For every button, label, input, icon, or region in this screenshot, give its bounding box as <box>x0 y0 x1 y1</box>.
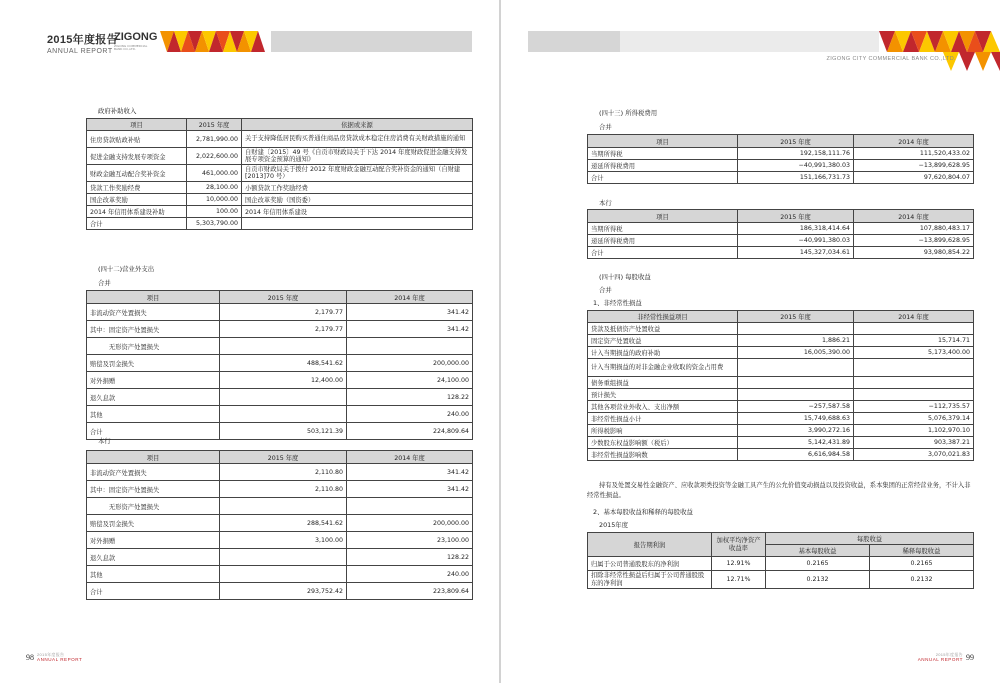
s42m-y2014: 224,809.64 <box>347 423 473 440</box>
s42m-item: 退久息款 <box>87 389 220 406</box>
nr-y2014: 1,102,970.10 <box>854 425 974 437</box>
s42m-row <box>87 372 473 389</box>
s42m-y2014: 341.42 <box>347 304 473 321</box>
gov-item: 2014 年信用体系建设补助 <box>87 206 187 218</box>
s42m-y2015 <box>220 389 347 406</box>
s42m-y2014: 24,100.00 <box>347 372 473 389</box>
taxm-y2014: 97,620,804.07 <box>854 172 974 184</box>
taxb-header-2014: 2014 年度 <box>854 210 974 223</box>
s42m-item: 赔偿及罚金损失 <box>87 355 220 372</box>
s42m-item: 对外捐赠 <box>87 372 220 389</box>
gov-header-basis: 依据或来源 <box>242 119 473 131</box>
s42b-y2014: 223,809.64 <box>347 583 473 600</box>
report-logo <box>47 31 157 55</box>
logo-year-title: 2015年度报告 <box>47 34 118 46</box>
s42m-y2014 <box>347 338 473 355</box>
gov-basis: 关于支持降低居民购买普通住商品房贷款成本稳定住房消费有关财政措施的通知 <box>242 131 473 148</box>
s44-title: (四十四) 每股收益 <box>599 273 651 281</box>
taxm-item: 递延所得税费用 <box>588 160 738 172</box>
s42m-header-2015: 2015 年度 <box>220 291 347 304</box>
nr-item: 计入当期损益的对非金融企业收取的资金占用费 <box>588 359 738 377</box>
taxm-y2014: 111,520,433.02 <box>854 148 974 160</box>
taxb-y2015: −40,991,380.03 <box>738 235 854 247</box>
taxb-y2014: 93,980,854.22 <box>854 247 974 259</box>
nr-y2015: 5,142,431.89 <box>738 437 854 449</box>
nr-y2014: 903,387.21 <box>854 437 974 449</box>
nr-item: 非经常性损益影响数 <box>588 449 738 461</box>
s42m-row <box>87 355 473 372</box>
header-bar <box>271 31 472 52</box>
taxm-y2015: 192,158,111.76 <box>738 148 854 160</box>
s42b-y2015 <box>220 498 347 515</box>
nr-y2015: −257,587.58 <box>738 401 854 413</box>
gov-amount: 28,100.00 <box>187 182 242 194</box>
s42m-y2015: 488,541.62 <box>220 355 347 372</box>
nr-item: 债务重组损益 <box>588 377 738 389</box>
s42m-row <box>87 389 473 406</box>
s42m-y2015 <box>220 338 347 355</box>
non-recurring-table <box>587 310 974 461</box>
gov-row <box>87 218 473 230</box>
nr-row <box>588 359 974 377</box>
s42b-y2015: 288,541.62 <box>220 515 347 532</box>
s42b-row <box>87 515 473 532</box>
s42b-y2014: 23,100.00 <box>347 532 473 549</box>
s42b-item: 合计 <box>87 583 220 600</box>
s42m-y2015 <box>220 406 347 423</box>
s42b-item: 对外捐赠 <box>87 532 220 549</box>
s42b-header-2014: 2014 年度 <box>347 451 473 464</box>
s42b-row <box>87 498 473 515</box>
logo-annual: ANNUAL REPORT <box>47 48 113 55</box>
s42m-row <box>87 423 473 440</box>
nr-item: 计入当期损益的政府补助 <box>588 347 738 359</box>
gov-row <box>87 148 473 165</box>
nr-y2014 <box>854 377 974 389</box>
gov-basis: 小额贷款工作奖励经费 <box>242 182 473 194</box>
nr-y2014 <box>854 389 974 401</box>
nr-item: 少数股东权益影响额（税后） <box>588 437 738 449</box>
s42m-y2014: 200,000.00 <box>347 355 473 372</box>
nr-item: 非经常性损益小计 <box>588 413 738 425</box>
s44-sub2: 2、基本每股收益和稀释的每股收益 <box>593 508 693 516</box>
s42b-item: 其中：固定资产处置损失 <box>87 481 220 498</box>
gov-row <box>87 182 473 194</box>
s42b-y2015: 2,110.80 <box>220 481 347 498</box>
s42m-y2014: 128.22 <box>347 389 473 406</box>
s42m-row <box>87 304 473 321</box>
s42b-y2015 <box>220 549 347 566</box>
s42m-item: 其他 <box>87 406 220 423</box>
tax-bank-table <box>587 209 974 259</box>
taxm-item: 合计 <box>588 172 738 184</box>
eps-header-eps: 每股收益 <box>766 533 974 545</box>
nr-row <box>588 413 974 425</box>
eps-basic: 0.2165 <box>766 557 870 571</box>
footer-report-cn-right: 2015年度报告 <box>935 652 963 657</box>
nr-y2015 <box>738 377 854 389</box>
header-bar-right <box>528 31 620 52</box>
s42-consolidated-table <box>86 290 473 440</box>
s42b-y2015: 3,100.00 <box>220 532 347 549</box>
taxm-row <box>588 172 974 184</box>
s42m-y2015: 2,179.77 <box>220 304 347 321</box>
s42b-row <box>87 549 473 566</box>
s42m-item: 无形资产处置损失 <box>87 338 220 355</box>
gov-basis: 自财建〔2015〕49 号《自贡市财政局关于下达 2014 年度财政促进金融支持发展专项资金预算的通知》 <box>242 148 473 165</box>
taxb-item: 递延所得税费用 <box>588 235 738 247</box>
nr-row <box>588 323 974 335</box>
taxb-y2014: −13,899,628.95 <box>854 235 974 247</box>
logo-city: ZIGONG <box>114 31 158 43</box>
s42b-item: 其他 <box>87 566 220 583</box>
taxb-header-2015: 2015 年度 <box>738 210 854 223</box>
gov-amount: 100.00 <box>187 206 242 218</box>
taxb-header-item: 项目 <box>588 210 738 223</box>
eps-basic: 0.2132 <box>766 571 870 589</box>
eps-year-label: 2015年度 <box>599 521 629 529</box>
eps-header-basic: 基本每股收益 <box>766 545 870 557</box>
s42b-y2015: 2,110.80 <box>220 464 347 481</box>
s42b-y2014: 341.42 <box>347 464 473 481</box>
eps-roe: 12.71% <box>712 571 766 589</box>
s42m-y2015: 503,121.39 <box>220 423 347 440</box>
s42b-item: 赔偿及罚金损失 <box>87 515 220 532</box>
footer-report-en: ANNUAL REPORT <box>37 657 83 662</box>
non-recurring-note: 持有及处置交易性金融资产、应收款项类投资等金融工具产生的公允价值变动损益以及投资收益，系本集团的正常经营业务，不计入非经常性损益。 <box>587 482 971 499</box>
nr-y2015: 15,749,688.63 <box>738 413 854 425</box>
eps-item: 扣除非经常性损益后归属于公司普通股股东的净利润 <box>588 571 712 589</box>
eps-header-roe: 加权平均净资产收益率 <box>712 533 766 557</box>
nr-y2014 <box>854 359 974 377</box>
s42m-y2014: 341.42 <box>347 321 473 338</box>
nr-item: 贷款及抵债资产处置收益 <box>588 323 738 335</box>
nr-y2014: 5,173,400.00 <box>854 347 974 359</box>
s42b-item: 非流动资产处置损失 <box>87 464 220 481</box>
nr-row <box>588 449 974 461</box>
gov-item: 合计 <box>87 218 187 230</box>
nr-item: 预计损失 <box>588 389 738 401</box>
s42b-y2014: 341.42 <box>347 481 473 498</box>
right-page <box>501 0 1000 683</box>
taxb-item: 当期所得税 <box>588 223 738 235</box>
logo-small: ZIGONG COMMERCIAL BANK CO.,LTD. <box>114 44 148 51</box>
eps-table <box>587 532 974 589</box>
s42m-row <box>87 321 473 338</box>
header-bar-light <box>620 31 879 52</box>
nr-header-item: 非经常性损益项目 <box>588 311 738 323</box>
eps-header-diluted: 稀释每股收益 <box>870 545 974 557</box>
gov-row <box>87 194 473 206</box>
right-footer <box>918 653 974 662</box>
taxm-y2014: −13,899,628.95 <box>854 160 974 172</box>
nr-item: 其他各项营业外收入、支出净额 <box>588 401 738 413</box>
s42b-row <box>87 481 473 498</box>
left-page <box>0 0 499 683</box>
s43-title: (四十三) 所得税费用 <box>599 109 658 117</box>
s42m-item: 其中：固定资产处置损失 <box>87 321 220 338</box>
footer-report-cn: 2015年度报告 <box>37 652 65 657</box>
s42-bank-label: 本行 <box>98 437 111 445</box>
nr-row <box>588 425 974 437</box>
gov-item: 住房贷款贴政补贴 <box>87 131 187 148</box>
s42b-item: 无形资产处置损失 <box>87 498 220 515</box>
nr-y2015 <box>738 389 854 401</box>
nr-y2015: 6,616,984.58 <box>738 449 854 461</box>
gov-basis: 自贡市财政局关于拨付 2012 年度财政金融互动配合奖补资金的通知（自财建[2013]70 号） <box>242 165 473 182</box>
s42m-row <box>87 406 473 423</box>
taxm-header-2015: 2015 年度 <box>738 135 854 148</box>
s42m-y2014: 240.00 <box>347 406 473 423</box>
s42b-y2014 <box>347 498 473 515</box>
nr-y2014: −112,735.57 <box>854 401 974 413</box>
s42m-header-2014: 2014 年度 <box>347 291 473 304</box>
s44-sub1: 1、非经常性损益 <box>593 299 642 307</box>
s42b-row <box>87 566 473 583</box>
s42m-header-item: 项目 <box>87 291 220 304</box>
taxm-y2015: −40,991,380.03 <box>738 160 854 172</box>
taxb-y2015: 145,327,034.61 <box>738 247 854 259</box>
nr-y2015 <box>738 359 854 377</box>
gov-basis <box>242 218 473 230</box>
bank-name-header: ZIGONG CITY COMMERCIAL BANK CO.,LTD. <box>826 56 956 62</box>
taxm-row <box>588 160 974 172</box>
gov-row <box>87 206 473 218</box>
s42b-item: 退久息款 <box>87 549 220 566</box>
page-number-98: 98 <box>26 653 34 662</box>
gov-item: 促进金融支持发展专项资金 <box>87 148 187 165</box>
s42b-y2014: 240.00 <box>347 566 473 583</box>
nr-y2015 <box>738 323 854 335</box>
s42-bank-table <box>86 450 473 600</box>
nr-y2015: 1,886.21 <box>738 335 854 347</box>
s43-consolidated-label: 合并 <box>599 123 612 131</box>
taxb-item: 合计 <box>588 247 738 259</box>
taxm-y2015: 151,166,731.73 <box>738 172 854 184</box>
s42b-header-item: 项目 <box>87 451 220 464</box>
taxm-header-item: 项目 <box>588 135 738 148</box>
gov-item: 财政金融互动配合奖补资金 <box>87 165 187 182</box>
eps-diluted: 0.2132 <box>870 571 974 589</box>
nr-item: 固定资产处置收益 <box>588 335 738 347</box>
gov-amount: 2,781,990.00 <box>187 131 242 148</box>
s42m-y2015: 12,400.00 <box>220 372 347 389</box>
s42m-y2015: 2,179.77 <box>220 321 347 338</box>
gov-item: 贷款工作奖励经费 <box>87 182 187 194</box>
gov-header-item: 项目 <box>87 119 187 131</box>
nr-item: 所得税影响 <box>588 425 738 437</box>
gov-amount: 10,000.00 <box>187 194 242 206</box>
gov-amount: 5,303,790.00 <box>187 218 242 230</box>
gov-row <box>87 131 473 148</box>
nr-y2014: 15,714.71 <box>854 335 974 347</box>
gov-basis: 2014 年信用体系建设 <box>242 206 473 218</box>
nr-header-2014: 2014 年度 <box>854 311 974 323</box>
nr-y2015: 3,990,272.16 <box>738 425 854 437</box>
gov-amount: 2,022,600.00 <box>187 148 242 165</box>
eps-diluted: 0.2165 <box>870 557 974 571</box>
s42b-row <box>87 583 473 600</box>
nr-row <box>588 401 974 413</box>
nr-y2015: 16,005,390.00 <box>738 347 854 359</box>
nr-row <box>588 437 974 449</box>
s42-consolidated-label: 合并 <box>98 279 111 287</box>
gov-subsidy-title: 政府补助收入 <box>98 107 137 115</box>
nr-y2014 <box>854 323 974 335</box>
taxm-header-2014: 2014 年度 <box>854 135 974 148</box>
nr-row <box>588 389 974 401</box>
taxb-y2015: 186,318,414.64 <box>738 223 854 235</box>
gov-row <box>87 165 473 182</box>
taxm-row <box>588 148 974 160</box>
s42b-row <box>87 464 473 481</box>
taxm-item: 当期所得税 <box>588 148 738 160</box>
tax-consolidated-table <box>587 134 974 184</box>
gov-header-2015: 2015 年度 <box>187 119 242 131</box>
nr-y2014: 5,076,379.14 <box>854 413 974 425</box>
triangle-decoration-right <box>879 31 1000 71</box>
s42m-item: 合计 <box>87 423 220 440</box>
s42b-y2014: 200,000.00 <box>347 515 473 532</box>
taxb-row <box>588 223 974 235</box>
s42-title: (四十二)营业外支出 <box>98 265 155 273</box>
s43-bank-label: 本行 <box>599 199 612 207</box>
eps-roe: 12.91% <box>712 557 766 571</box>
s44-consolidated-label: 合并 <box>599 286 612 294</box>
nr-row <box>588 377 974 389</box>
page-number-99: 99 <box>966 653 974 662</box>
nr-row <box>588 347 974 359</box>
s42b-y2015: 293,752.42 <box>220 583 347 600</box>
s42b-header-2015: 2015 年度 <box>220 451 347 464</box>
eps-row <box>588 571 974 589</box>
taxb-y2014: 107,880,483.17 <box>854 223 974 235</box>
s42m-row <box>87 338 473 355</box>
s42m-item: 非流动资产处置损失 <box>87 304 220 321</box>
gov-item: 国企改革奖励 <box>87 194 187 206</box>
nr-row <box>588 335 974 347</box>
left-footer <box>26 653 82 662</box>
triangle-decoration <box>160 31 270 52</box>
s42b-y2015 <box>220 566 347 583</box>
s42b-row <box>87 532 473 549</box>
taxb-row <box>588 235 974 247</box>
nr-header-2015: 2015 年度 <box>738 311 854 323</box>
eps-header-profit: 报告期利润 <box>588 533 712 557</box>
gov-subsidy-table <box>86 118 473 230</box>
nr-y2014: 3,070,021.83 <box>854 449 974 461</box>
eps-row <box>588 557 974 571</box>
gov-basis: 国企改革奖励（国资委） <box>242 194 473 206</box>
footer-report-en-right: ANNUAL REPORT <box>917 657 963 662</box>
taxb-row <box>588 247 974 259</box>
gov-amount: 461,000.00 <box>187 165 242 182</box>
eps-item: 归属于公司普通股股东的净利润 <box>588 557 712 571</box>
s42b-y2014: 128.22 <box>347 549 473 566</box>
